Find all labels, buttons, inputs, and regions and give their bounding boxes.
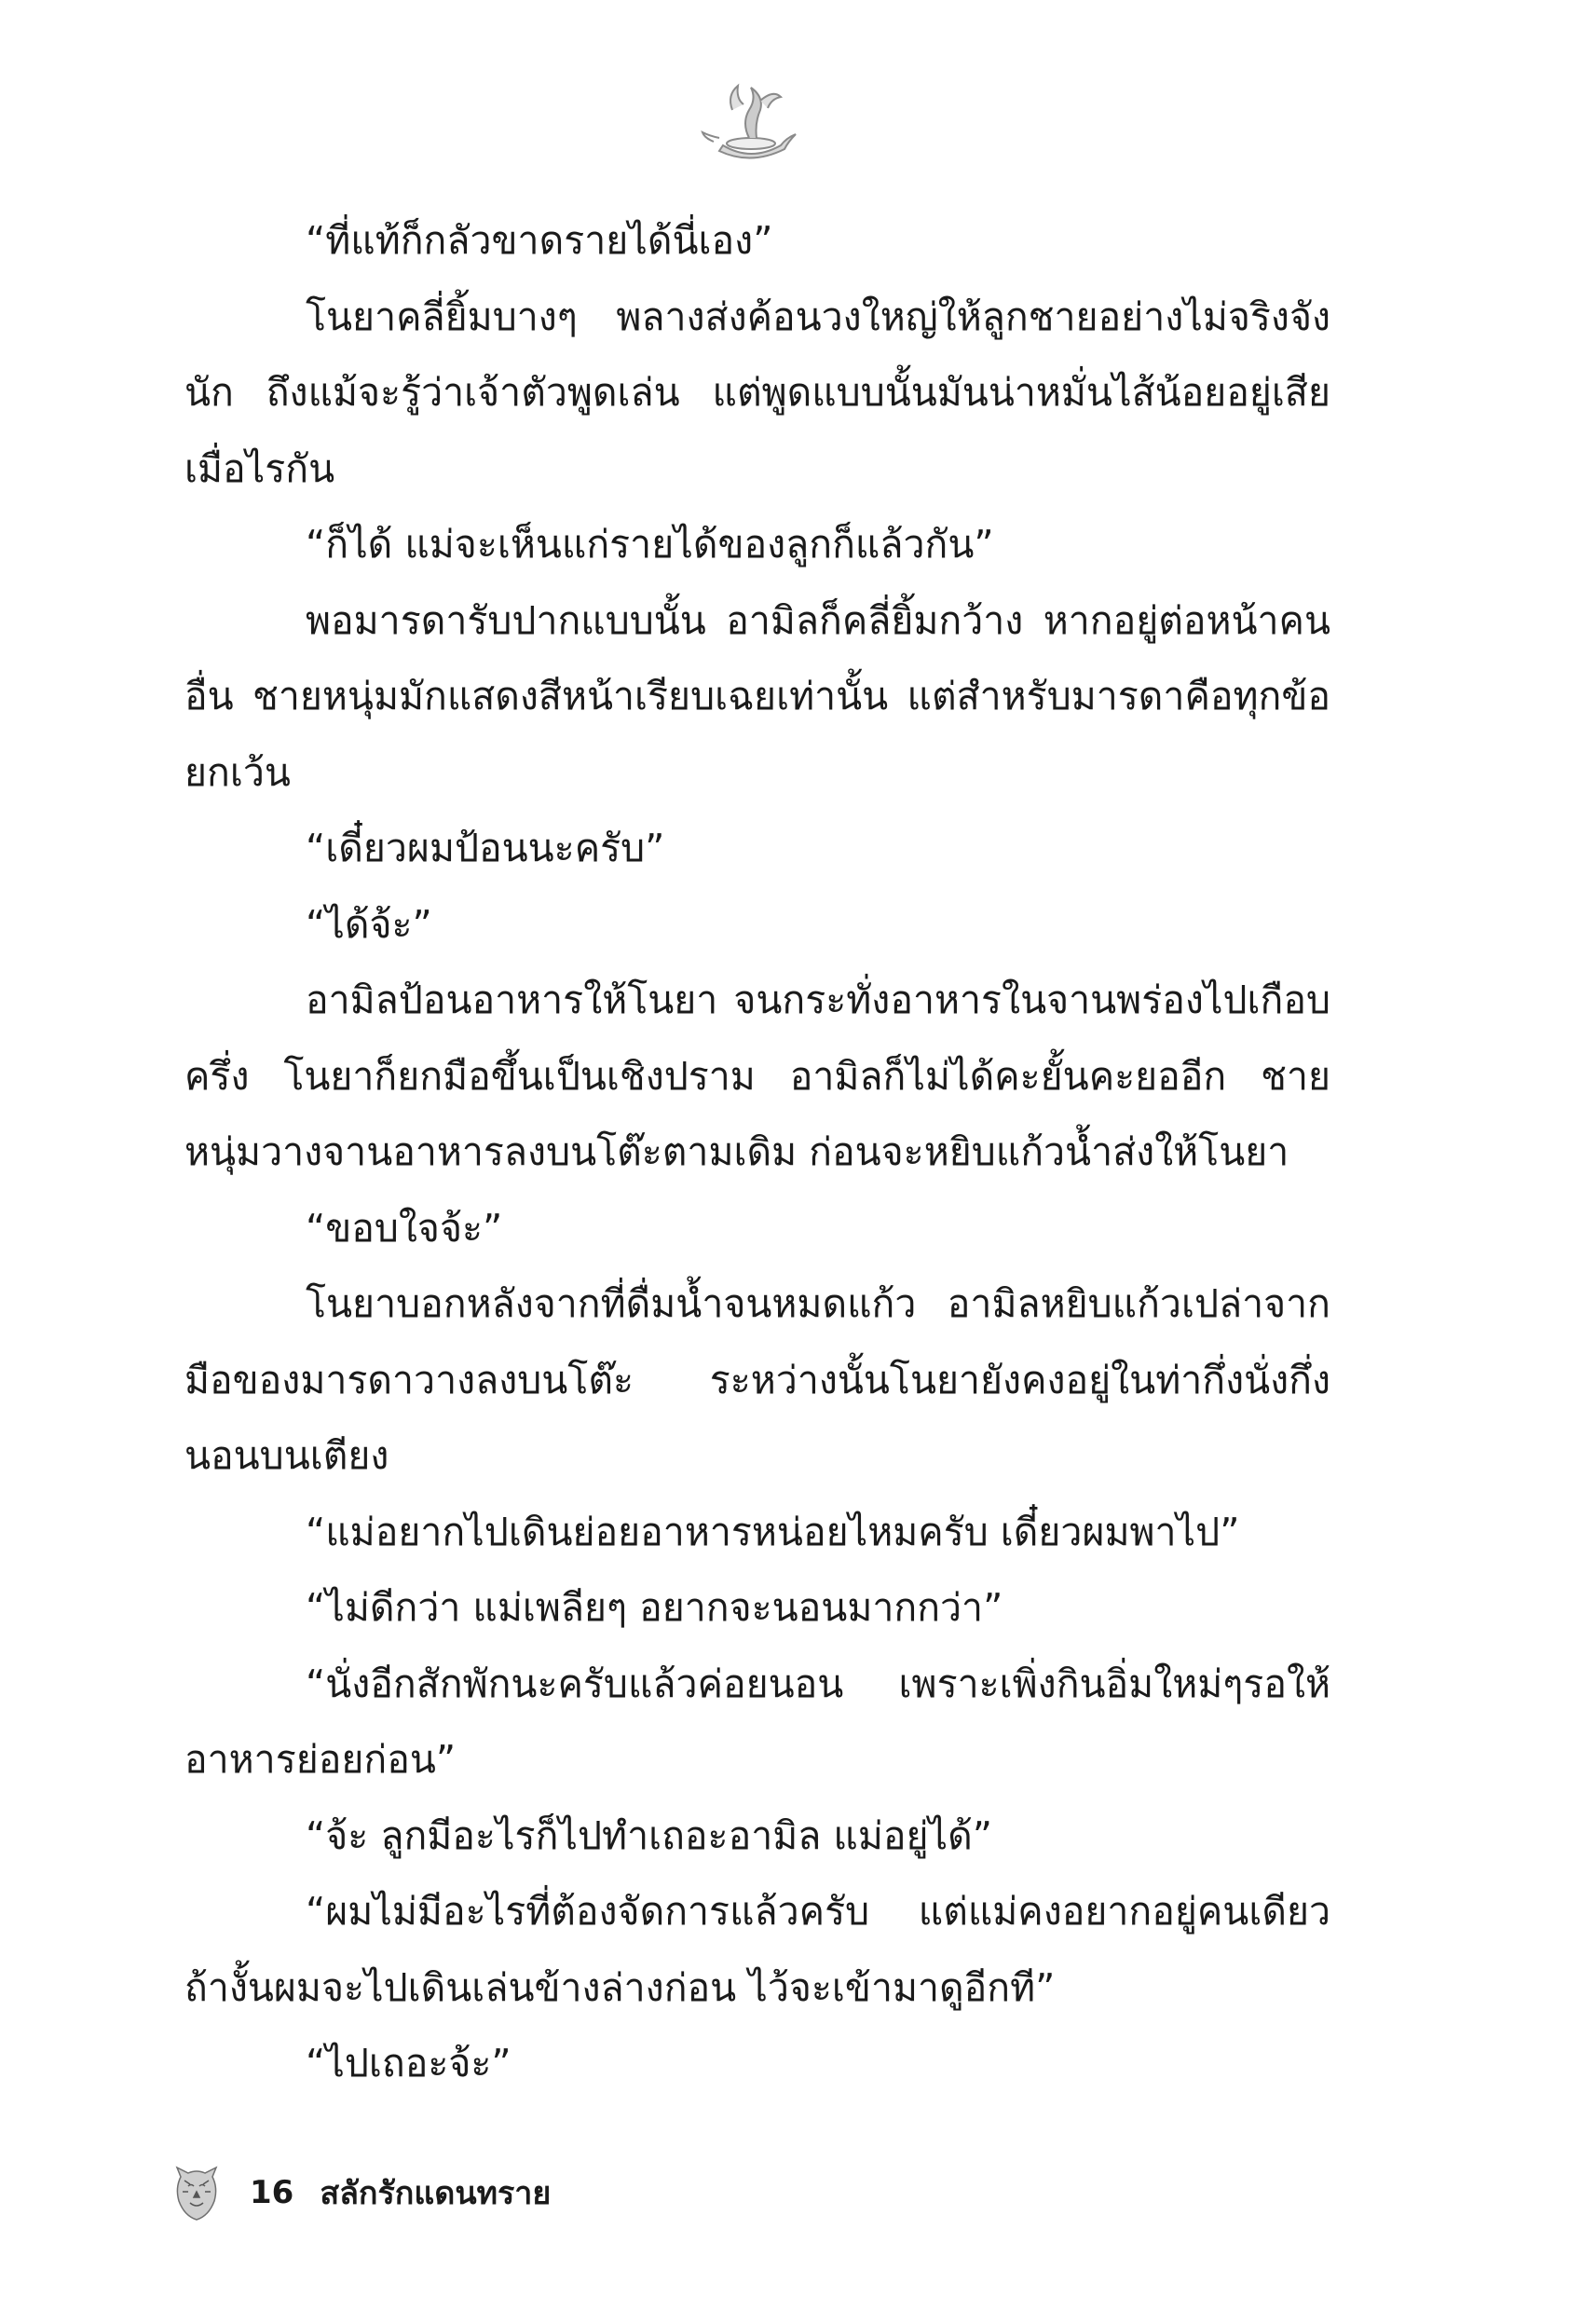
paragraph: “ไปเถอะจ้ะ”	[306, 2041, 512, 2085]
page-body	[184, 203, 1330, 2102]
paragraph: “ก็ได้ แม่จะเห็นแก่รายได้ของลูกก็แล้วกัน”	[306, 522, 994, 567]
paragraph: “จ้ะ ลูกมีอะไรก็ไปทำเถอะอามิล แม่อยู่ได้”	[306, 1812, 992, 1858]
paragraph: พอมารดารับปากแบบนั้น อามิลก็คลี่ยิ้มกว้าง หากอยู่ต่อหน้าคนอื่น ชายหนุ่มมักแสดงสีหน้าเรียบเฉยเท่านั้น แต่สำหรับมารดาคือทุกข้อยกเว้น	[184, 597, 1330, 795]
paragraph: “ได้จ้ะ”	[306, 901, 432, 947]
paragraph: โนยาบอกหลังจากที่ดื่มน้ำจนหมดแก้ว อามิลหยิบแก้วเปล่าจากมือของมารดาวางลงบนโต๊ะ ระหว่างนั้นโนยายังคงอยู่ในท่ากึ่งนั่งกึ่งนอนบนเตียง	[184, 1281, 1330, 1478]
paragraph: “ที่แท้ก็กลัวขาดรายได้นี่เอง”	[306, 218, 773, 263]
paragraph: “ขอบใจจ้ะ”	[306, 1205, 503, 1251]
tiger-head-icon	[173, 2164, 220, 2222]
book-title: สลักรักแดนทราย	[320, 2175, 552, 2212]
paragraph: “เดี๋ยวผมป้อนนะครับ”	[306, 826, 665, 870]
paragraph: อามิลป้อนอาหารให้โนยา จนกระทั่งอาหารในจานพร่องไปเกือบครึ่ง โนยาก็ยกมือขึ้นเป็นเชิงปราม อามิลก็ไม่ได้คะยั้นคะยออีก ชายหนุ่มวางจานอาหารลงบนโต๊ะตามเดิม ก่อนจะหยิบแก้วน้ำส่งให้โนยา	[184, 978, 1330, 1174]
paragraph: “ไม่ดีกว่า แม่เพลียๆ อยากจะนอนมากกว่า”	[306, 1585, 1003, 1630]
genie-lamp-icon	[695, 73, 807, 166]
paragraph: “แม่อยากไปเดินย่อยอาหารหน่อยไหมครับ เดี๋ยวผมพาไป”	[306, 1509, 1240, 1554]
page-footer	[173, 2160, 551, 2225]
paragraph: “นั่งอีกสักพักนะครับแล้วค่อยนอน เพราะเพิ่งกินอิ่มใหม่ๆรอให้อาหารย่อยก่อน”	[184, 1661, 1330, 1782]
paragraph: “ผมไม่มีอะไรที่ต้องจัดการแล้วครับ แต่แม่คงอยากอยู่คนเดียวถ้างั้นผมจะไปเดินเล่นข้างล่างก่อน ไว้จะเข้ามาดูอีกที”	[184, 1889, 1330, 2010]
paragraph: โนยาคลี่ยิ้มบางๆ พลางส่งค้อนวงใหญ่ให้ลูกชายอย่างไม่จริงจังนัก ถึงแม้จะรู้ว่าเจ้าตัวพูดเล่น แต่พูดแบบนั้นมันน่าหมั่นไส้น้อยอยู่เสียเมื่อไรกัน	[184, 294, 1330, 491]
page-number: 16	[250, 2174, 294, 2211]
